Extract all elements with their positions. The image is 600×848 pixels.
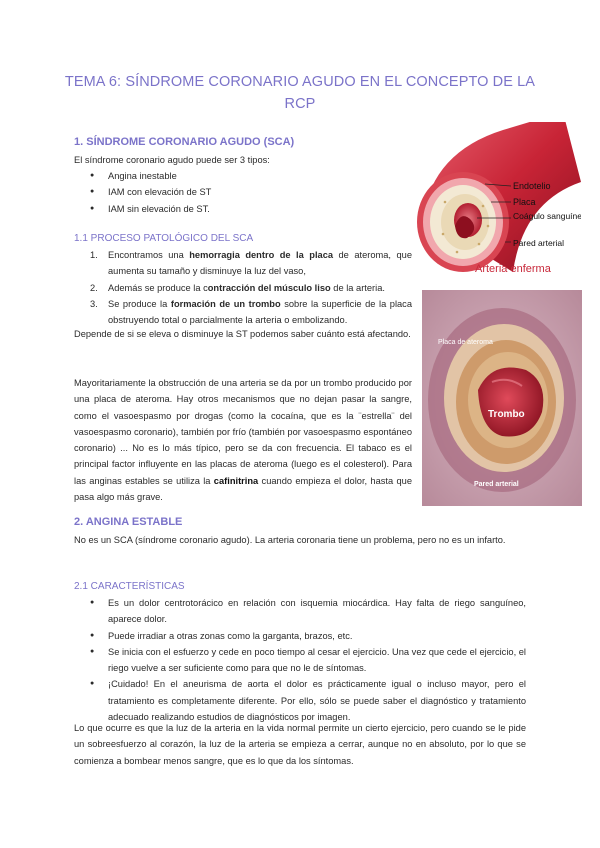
histology-illustration xyxy=(422,290,582,506)
label-pared-arterial-foto: Pared arterial xyxy=(474,481,519,488)
list-item: ● ¡Cuidado! En el aneurisma de aorta el dolor es prácticamente igual o incluso mayor, pero el tratamiento es completamente diferente. Por ello, sólo se puede saber el diagnóstico y tratamiento adecuado realizando estudios de diagnósticos por imagen. xyxy=(74,676,526,725)
artery-illustration xyxy=(413,122,581,282)
artery-diagram xyxy=(413,122,581,282)
label-placa-de-ateroma: Placa de ateroma xyxy=(438,339,493,346)
list-item: ● IAM sin elevación de ST. xyxy=(74,201,394,217)
list-item: ● Puede irradiar a otras zonas como la garganta, brazos, etc. xyxy=(74,628,526,644)
list-item: ● IAM con elevación de ST xyxy=(74,184,394,200)
label-endotelio: Endotelio xyxy=(513,181,551,191)
caption-arteria-enferma: Arteria enferma xyxy=(475,263,551,275)
label-coagulo: Coágulo sanguíneo xyxy=(513,211,581,221)
list-item: ● Angina inestable xyxy=(74,168,394,184)
section-heading-angina: 2. ANGINA ESTABLE xyxy=(74,516,183,528)
sca-types-list xyxy=(74,168,394,217)
list-item: ● Es un dolor centrotorácico en relación con isquemia miocárdica. Hay falta de riego sanguíneo, aparece dolor. xyxy=(74,595,526,628)
label-pared-arterial: Pared arterial xyxy=(513,238,565,248)
section-heading-caracteristicas: 2.1 CARACTERÍSTICAS xyxy=(74,581,185,592)
paragraph-st: Depende de si se eleva o disminuye la ST podemos saber cuánto está afectando. xyxy=(74,329,411,339)
page-title: TEMA 6: SÍNDROME CORONARIO AGUDO EN EL CONCEPTO DE LA RCP xyxy=(64,74,536,112)
label-trombo: Trombo xyxy=(488,409,525,420)
section-heading-proceso: 1.1 PROCESO PATOLÓGICO DEL SCA xyxy=(74,233,254,244)
label-placa: Placa xyxy=(513,197,536,207)
section-heading-sca: 1. SÍNDROME CORONARIO AGUDO (SCA) xyxy=(74,136,295,148)
proceso-list xyxy=(74,247,412,328)
caracteristicas-list xyxy=(74,595,526,725)
paragraph-obstruccion: Mayoritariamente la obstrucción de una arteria se da por un trombo producido por una placa de ateroma. Hay otros mecanismos que no dejan pasar la sangre, como el vasoespasmo por drogas (como la cocaína, que es la ¨estrella¨ del vasoespasmo coronario), también por frío (también por vasoespasmo espontáneo coronario) ... No es lo más típico, pero se da con frecuencia. El tabaco es el principal factor influyente en las placas de ateroma (luego es el colesterol). Para las anginas estables se utiliza la cafinitrina cuando empieza el dolor, hasta que pasa algo más grave. xyxy=(74,378,412,503)
paragraph-angina: No es un SCA (síndrome coronario agudo). La arteria coronaria tiene un problema, pero no es un infarto. xyxy=(74,535,506,545)
list-item: 1. Encontramos una hemorragia dentro de la placa de ateroma, que aumenta su tamaño y disminuye la luz del vaso, xyxy=(90,250,412,277)
sca-intro: El síndrome coronario agudo puede ser 3 tipos: xyxy=(74,155,270,165)
list-item: ● Se inicia con el esfuerzo y cede en poco tiempo al cesar el ejercicio. Una vez que cede el ejercicio, el riego vuelve a ser suficiente como para que no le de síntomas. xyxy=(74,644,526,677)
paragraph-luz-arteria: Lo que ocurre es que la luz de la arteria en la vida normal permite un cierto ejercicio, pero cuando se le pide un sobreesfuerzo al corazón, la luz de la arteria se empieza a cerrar, aunque no en absoluto, por lo que se comienza a bombear menos sangre, que es lo que da los síntomas. xyxy=(74,723,526,766)
list-item: 2. Además se produce la contracción del músculo liso de la arteria. xyxy=(90,282,385,293)
histology-photo xyxy=(422,290,582,506)
list-item: 3. Se produce la formación de un trombo sobre la superficie de la placa obstruyendo total o parcialmente la arteria o embolizando. xyxy=(90,298,413,326)
